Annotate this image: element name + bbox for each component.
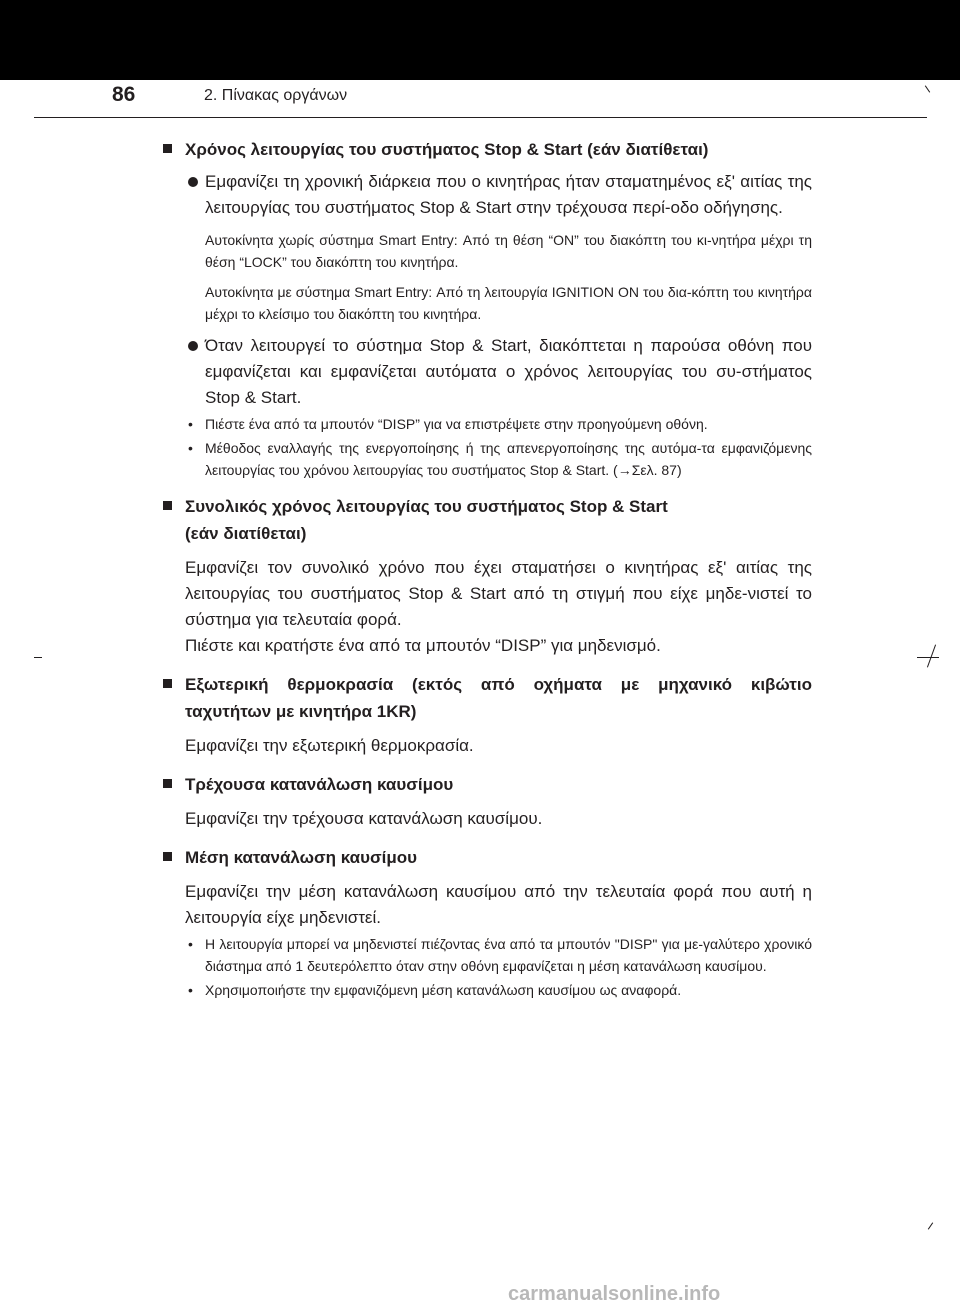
body-paragraph: Πιέστε και κρατήστε ένα από τα μπουτόν “DISP” για μηδενισμό. <box>185 636 661 655</box>
sub-bullet-item: • Μέθοδος εναλλαγής της ενεργοποίησης ή της απενεργοποίησης της αυτόμα-τα εμφανιζόμενης λειτουργίας του χρόνου λειτουργίας του συστήματος Stop & Start. (→Σελ. 87) <box>160 437 812 481</box>
note-text: Αυτοκίνητα χωρίς σύστημα Smart Entry: Από τη θέση “ON” του διακόπτη του κι-νητήρα μέχρι τη θέση “LOCK” του διακόπτη του κινητήρα. <box>205 232 812 270</box>
header-rule <box>34 117 927 118</box>
sub-bullet-item: • Η λειτουργία μπορεί να μηδενιστεί πιέζοντας ένα από τα μπουτόν "DISP" για με-γαλύτερο χρονικό διάστημα από 1 δευτερόλεπτο όταν στην οθόνη εμφανίζεται η μέση κατανάλωση καυσίμου. <box>160 933 812 977</box>
top-black-bar <box>0 0 960 80</box>
chapter-title: 2. Πίνακας οργάνων <box>204 87 348 104</box>
section-heading-average-fuel-consumption: Μέση κατανάλωση καυσίμου <box>160 844 812 871</box>
registration-mark <box>927 645 936 668</box>
watermark-text: carmanualsonline.info <box>508 1283 721 1305</box>
page-content <box>160 128 812 1001</box>
bullet-item: Όταν λειτουργεί το σύστημα Stop & Start, διακόπτεται η παρούσα οθόνη που εμφανίζεται και εμφανίζεται αυτόματα ο χρόνος λειτουργίας του συ-στήματος Stop & Start. <box>160 333 812 411</box>
registration-mark <box>917 657 939 658</box>
sub-bullet-item: • Χρησιμοποιήστε την εμφανιζόμενη μέση κατανάλωση καυσίμου ως αναφορά. <box>160 979 812 1001</box>
heading-line: Συνολικός χρόνος λειτουργίας του συστήματος Stop & Start <box>185 497 668 516</box>
body-paragraph: Εμφανίζει την μέση κατανάλωση καυσίμου από την τελευταία φορά που αυτή η λειτουργία είχε μηδενιστεί. <box>185 882 812 927</box>
section-heading-current-fuel-consumption: Τρέχουσα κατανάλωση καυσίμου <box>160 771 812 798</box>
crop-mark <box>34 657 42 658</box>
body-paragraph: Εμφανίζει την τρέχουσα κατανάλωση καυσίμου. <box>185 809 543 828</box>
section-heading-total-stop-start-time <box>160 493 812 547</box>
crop-mark <box>925 85 930 92</box>
heading-line: Εξωτερική θερμοκρασία (εκτός από οχήματα με μηχανικό κιβώτιο <box>185 675 812 694</box>
sub-bullet-item: • Πιέστε ένα από τα μπουτόν “DISP” για να επιστρέψετε στην προηγούμενη οθόνη. <box>160 413 812 435</box>
heading-line: (εάν διατίθεται) <box>185 524 307 543</box>
heading-line: ταχυτήτων με κινητήρα 1KR) <box>185 702 417 721</box>
bullet-item: Εμφανίζει τη χρονική διάρκεια που ο κινητήρας ήταν σταματημένος εξ' αιτίας της λειτουργίας του συστήματος Stop & Start στην τρέχουσα περί-οδο οδήγησης. <box>160 169 812 221</box>
section-heading-stop-start-time: Χρόνος λειτουργίας του συστήματος Stop & Start (εάν διατίθεται) <box>160 136 812 163</box>
body-paragraph: Εμφανίζει την εξωτερική θερμοκρασία. <box>185 736 474 755</box>
crop-mark <box>928 1222 933 1229</box>
section-heading-outside-temperature <box>160 671 812 725</box>
page-number: 86 <box>112 83 136 106</box>
body-paragraph: Εμφανίζει τον συνολικό χρόνο που έχει σταματήσει ο κινητήρας εξ' αιτίας της λειτουργίας του συστήματος Stop & Start από τη στιγμή που είχε μηδε-νιστεί το σύστημα για τελευταία φορά. <box>185 558 812 629</box>
note-text: Αυτοκίνητα με σύστημα Smart Entry: Από τη λειτουργία IGNITION ON του δια-κόπτη του κινητήρα μέχρι το κλείσιμο του διακόπτη του κινητήρα. <box>205 284 812 322</box>
